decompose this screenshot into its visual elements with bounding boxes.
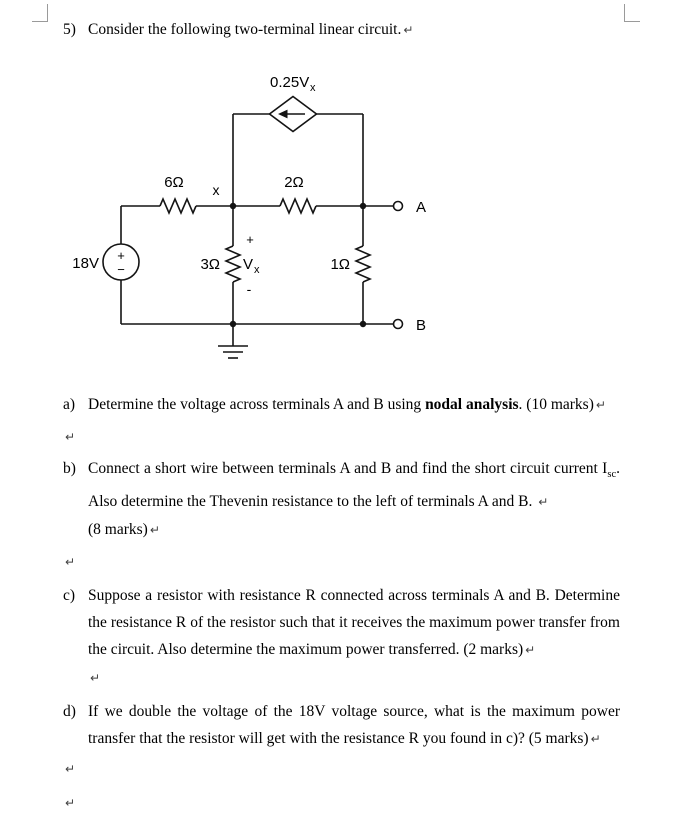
empty-paragraph (63, 789, 620, 817)
voltage-source-minus: − (117, 262, 125, 277)
voltage-source-plus: + (117, 248, 125, 263)
return-mark: ↵ (590, 732, 601, 747)
question-number: 5) (63, 21, 76, 38)
circuit-diagram (73, 64, 620, 369)
voltage-source-label: 18V (72, 255, 99, 272)
resistor-6ohm (160, 199, 196, 213)
return-mark: ↵ (65, 796, 76, 811)
resistor-6ohm-label: 6Ω (164, 174, 184, 191)
terminal-b-circle (394, 320, 403, 329)
question-text-body: Consider the following two-terminal linear circuit. (88, 21, 402, 38)
part-d (63, 698, 620, 753)
resistor-3ohm (226, 246, 240, 282)
empty-paragraph-indented (88, 664, 620, 692)
part-c-label: c) (63, 587, 76, 605)
terminal-a-label: A (415, 199, 427, 216)
node-dot (360, 321, 366, 327)
return-mark: ↵ (65, 762, 76, 777)
part-b-text-2: . Also determine the Thevenin resistance to the left of terminals A and B. (88, 460, 620, 511)
resistor-2ohm (280, 199, 316, 213)
terminal-a-circle (394, 202, 403, 211)
node-x-label: x (212, 182, 220, 198)
circuit-svg (73, 64, 473, 364)
part-c-text (88, 582, 620, 692)
part-b-text-1: Connect a short wire between terminals A and B and find the short circuit current I (88, 460, 608, 477)
dependent-source-label: 0.25V (270, 74, 310, 91)
vx-label: V (243, 256, 254, 273)
terminal-b-label: B (415, 317, 427, 334)
crop-mark-top-left (32, 4, 48, 22)
node-dot (230, 321, 236, 327)
return-mark: ↵ (90, 671, 101, 686)
return-mark: ↵ (538, 495, 549, 510)
node-dot (360, 203, 366, 209)
part-c (63, 582, 620, 692)
vx-label-sub: x (254, 264, 260, 276)
return-mark: ↵ (149, 523, 160, 538)
part-d-label: d) (63, 703, 76, 721)
return-mark: ↵ (403, 23, 414, 37)
part-a (63, 391, 620, 419)
part-b-subscript: sc (607, 469, 617, 481)
empty-paragraph (63, 755, 620, 783)
part-a-label: a) (63, 396, 76, 413)
dependent-source-label-sub: x (310, 82, 316, 94)
return-mark: ↵ (525, 643, 536, 658)
question-header (63, 18, 620, 42)
vx-minus-sign: - (246, 281, 252, 297)
return-mark: ↵ (65, 430, 76, 444)
part-b-label: b) (63, 460, 76, 477)
resistor-2ohm-label: 2Ω (284, 174, 304, 191)
crop-mark-top-right (624, 4, 640, 22)
question-text (88, 18, 413, 42)
return-mark: ↵ (595, 398, 606, 412)
wires (121, 114, 393, 324)
vx-plus-sign: + (246, 232, 254, 247)
part-a-text (88, 391, 620, 419)
part-b-text (88, 455, 620, 544)
return-mark: ↵ (65, 555, 76, 570)
ground-symbol (218, 324, 248, 358)
part-c-text-1: Suppose a resistor with resistance R connected across terminals A and B. Determine the resistance R of the resistor such that it receives the maximum power transfer from the circuit. Also determine the maximum power transferred. (2 marks) (88, 587, 620, 659)
part-a-text-1: Determine the voltage across terminals A and B using (88, 396, 426, 413)
part-a-bold: nodal analysis (425, 396, 519, 413)
part-a-text-2: . (10 marks) (518, 396, 594, 413)
empty-paragraph (63, 548, 620, 576)
part-b (63, 455, 620, 544)
resistor-1ohm-label: 1Ω (330, 256, 350, 273)
part-b-text-3: (8 marks) (88, 521, 148, 539)
node-dot (230, 203, 236, 209)
resistor-3ohm-label: 3Ω (200, 256, 220, 273)
part-d-text-1: If we double the voltage of the 18V voltage source, what is the maximum power transfer that the resistor will get with the resistance R you found in c)? (5 marks) (88, 703, 620, 748)
part-d-text (88, 698, 620, 753)
resistor-1ohm (356, 246, 370, 282)
empty-paragraph (63, 423, 620, 451)
